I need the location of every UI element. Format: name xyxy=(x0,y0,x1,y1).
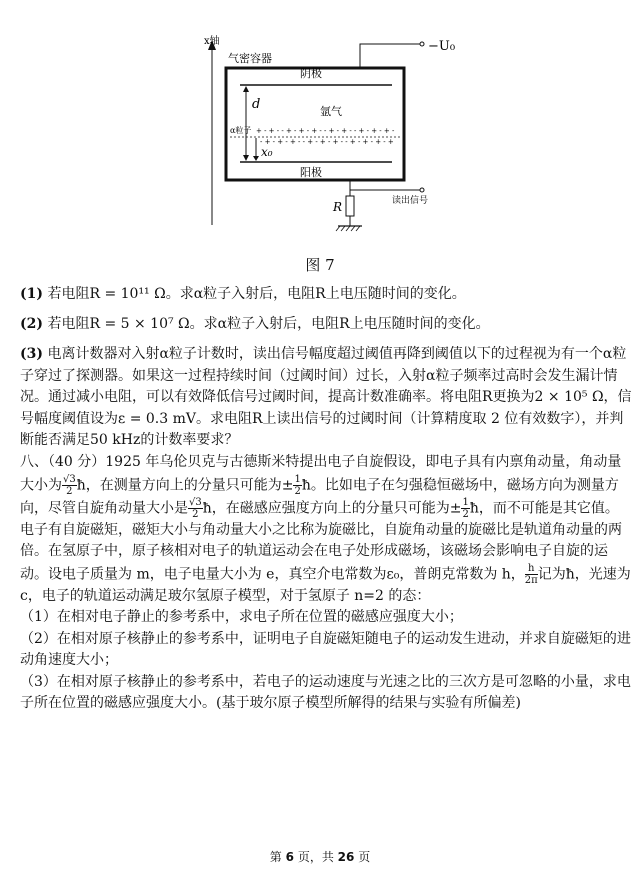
x0-label: x₀ xyxy=(261,145,273,159)
voltage-label: −U₀ xyxy=(428,39,456,54)
d-label: d xyxy=(252,97,261,112)
total-pages: 26 xyxy=(337,850,355,864)
question-3-text: 电离计数器对入射α粒子计数时，读出信号幅度超过阈值再降到阈值以下的过程视为有一个α粒子穿过了探测器。如果这一过程持续时间（过阈时间）过长，入射α粒子频率过高时会发生漏计情况。通过减小电阻，可以有效降低信号过阈时间，提高计数准确率。将电阻R更换为2 × 10⁵ Ω，信号幅度阈值设为ε = 0.3 mV。求电阻R上读出信号的过阈时间（计算精度取 2 位有效数字），并判断能否满足50 kHz的计数率要求？ xyxy=(20,346,632,448)
question-2 xyxy=(20,314,632,336)
x-axis-label: x轴 xyxy=(204,36,220,47)
section-8-heading: 八、（40 分）1925 年乌伦贝克与古德斯米特提出电子自旋假设，即电子具有内禀角动量，角动量大小为 xyxy=(20,454,622,493)
fraction-1-over-2: $\frac{1}{2}$ xyxy=(294,473,301,497)
question-2-text: 若电阻R = 5 × 10⁷ Ω。求α粒子入射后，电阻R上电压随时间的变化。 xyxy=(47,316,490,332)
charges-lower: - + - + - + - - + - + - + - - + - + - + - + xyxy=(260,138,394,146)
current-page: 6 xyxy=(285,850,294,864)
page-footer: 第 6 页，共 26 页 xyxy=(269,850,371,864)
ionization-chamber-svg xyxy=(170,30,470,245)
question-1-number: (1) xyxy=(20,286,43,302)
fraction-sqrt3-over-2: $\frac{√3}{2}$ xyxy=(63,473,76,497)
charges-upper: + - + - - + - + - + - - + - + - - + - + - + - xyxy=(256,127,395,135)
fraction-1-over-2-b: $\frac{1}{2}$ xyxy=(462,496,469,520)
question-2-number: (2) xyxy=(20,316,43,332)
section-8: 八、（40 分）1925 年乌伦贝克与古德斯米特提出电子自旋假设，即电子具有内禀角动量，角动量大小为 $\frac{√3}{2}$ ħ，在测量方向上的分量只可能为± $\frac{1}{2}$ ħ。比如电子在匀强稳恒磁场中，磁场方向为测量方向，尽管自旋角动量大小是 $\frac{√3}{2}$ ħ，在磁感应强度方向上的分量只可能为± $\frac{1}{2}$ ħ，而不可能是其它值。电子有自旋磁矩，磁矩大小与角动量大小之比称为旋磁比，自旋角动量的旋磁比是轨道角动量的两倍。在氢原子中，原子核相对电子的轨道运动会在电子处形成磁场，该磁场会影响电子自旋的运动。设电子质量为 m，电子电量大小为 e，真空介电常数为ε₀，普朗克常数为 h， $\frac{h}{2\pi}$ 记为ħ，光速为 c，电子的轨道运动满足玻尔氢原子模型，对于氢原子 n=2 的态： （1）在相对电子静止的参考系中，求电子所在位置的磁感应强度大小； （2）在相对原子核静止的参考系中，证明电子自旋磁矩随电子的运动发生进动，并求自旋磁矩的进动角速度大小； （3）在相对原子核静止的参考系中，若电子的运动速度与光速之比的三次方是可忽略的小量，求电子所在位置的磁感应强度大小。(基于玻尔原子模型所解得的结果与实验有所偏差) xyxy=(20,452,632,715)
signal-label: 读出信号 xyxy=(392,196,429,206)
section-8-part-2: （2）在相对原子核静止的参考系中，证明电子自旋磁矩随电子的运动发生进动，并求自旋磁矩的进动角速度大小； xyxy=(20,630,631,668)
resistor-label: R xyxy=(333,200,343,214)
question-1 xyxy=(20,284,632,306)
voltage-terminal xyxy=(420,42,424,46)
anode-label: 阳极 xyxy=(300,166,322,179)
fraction-h-over-2pi: $\frac{h}{2\pi}$ xyxy=(524,562,538,586)
section-8-part-1: （1）在相对电子静止的参考系中，求电子所在位置的磁感应强度大小； xyxy=(20,609,463,625)
figure-caption: 图 7 xyxy=(305,256,335,274)
gas-label: 氩气 xyxy=(320,105,342,118)
question-3-number: (3) xyxy=(20,346,43,362)
question-1-text: 若电阻R = 10¹¹ Ω。求α粒子入射后，电阻R上电压随时间的变化。 xyxy=(47,286,466,302)
container-label: 气密容器 xyxy=(228,52,272,65)
cathode-label: 阴极 xyxy=(300,67,322,80)
fraction-sqrt3-over-2-b: $\frac{√3}{2}$ xyxy=(189,496,202,520)
section-8-part-3: （3）在相对原子核静止的参考系中，若电子的运动速度与光速之比的三次方是可忽略的小量，求电子所在位置的磁感应强度大小。(基于玻尔原子模型所解得的结果与实验有所偏差) xyxy=(20,673,631,711)
signal-terminal xyxy=(420,188,424,192)
figure-7-diagram xyxy=(170,30,470,245)
resistor xyxy=(346,196,354,216)
alpha-label: α粒子 xyxy=(230,126,252,135)
question-3 xyxy=(20,344,632,452)
cathode-wire xyxy=(360,44,420,68)
